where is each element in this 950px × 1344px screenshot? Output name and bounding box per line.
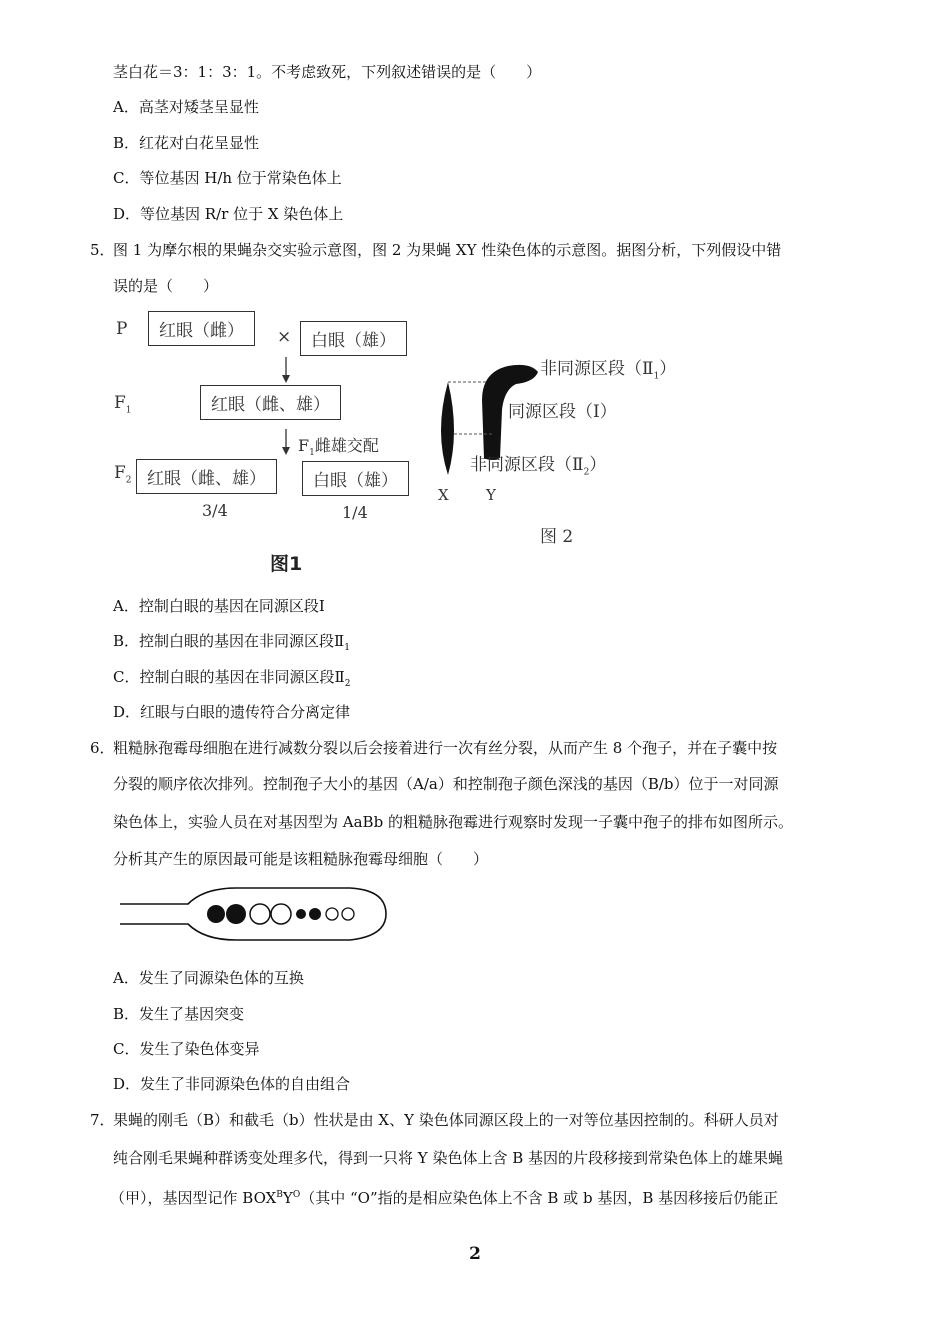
q6-option-c: C．发生了染色体变异	[113, 1040, 260, 1058]
q6-option-d: D．发生了非同源染色体的自由组合	[113, 1075, 351, 1093]
fig2-label-ii2: 非同源区段$(Ⅱ_2)$	[470, 455, 607, 478]
q6-stem-line2: 分裂的顺序依次排列。控制孢子大小的基因（A/a）和控制孢子颜色深浅的基因（B/b）位于一对同源	[113, 775, 779, 793]
fig2-x-label: X	[438, 486, 449, 504]
q5-number: 5．	[90, 241, 115, 259]
q5-option-a: A．控制白眼的基因在同源区段Ⅰ	[113, 597, 325, 615]
q5-stem-line1: 5．图 1 为摩尔根的果蝇杂交实验示意图，图 2 为果蝇 XY 性染色体的示意图。据图分析，下列假设中错	[90, 241, 782, 259]
fig1-f1-label: $F_1$	[114, 393, 132, 416]
fig1-f2-white-box: 白眼（雄）	[302, 461, 409, 496]
fig1-p-male-box: 白眼（雄）	[300, 321, 407, 356]
fig2-label-i: 同源区段（Ⅰ）	[508, 402, 617, 422]
q4-stem-tail: 茎白花＝3：1：3：1。不考虑致死，下列叙述错误的是（ ）	[113, 63, 542, 81]
q6-stem-line4: 分析其产生的原因最可能是该粗糙脉孢霉母细胞（ ）	[113, 850, 489, 868]
fig2-y-label: Y	[486, 486, 496, 504]
fig1-p-female-box: 红眼（雌）	[148, 311, 255, 346]
fig1-cross-symbol: ×	[277, 327, 292, 347]
fig1-f1-cross-text: $F_1$雌雄交配	[298, 436, 379, 459]
fig1-caption: 图1	[270, 553, 303, 575]
q5-option-d: D．红眼与白眼的遗传符合分离定律	[113, 703, 351, 721]
q4-option-c: C．等位基因 H/h 位于常染色体上	[113, 169, 342, 187]
q6-stem-line1: 6．粗糙脉孢霉母细胞在进行减数分裂以后会接着进行一次有丝分裂，从而产生 8 个孢子，并在子囊中按	[90, 739, 778, 757]
ascus-spore-diagram	[118, 884, 393, 944]
fig1-ratio-left: 3/4	[202, 501, 228, 520]
q4-option-d: D．等位基因 R/r 位于 X 染色体上	[113, 205, 344, 223]
q5-stem-line2: 误的是（ ）	[113, 277, 219, 295]
fig1-ratio-right: 1/4	[342, 503, 368, 522]
q5-option-c: C．控制白眼的基因在非同源区段$Ⅱ_2$	[113, 668, 351, 689]
fig1-f1-box: 红眼（雌、雄）	[200, 385, 341, 420]
fig1-f2-red-box: 红眼（雌、雄）	[136, 459, 277, 494]
q4-option-a: A．高茎对矮茎呈显性	[113, 98, 259, 116]
q4-option-b: B．红花对白花呈显性	[113, 134, 260, 152]
fig1-arrows	[110, 305, 430, 585]
q7-stem-line1: 7．果蝇的刚毛（B）和截毛（b）性状是由 X、Y 染色体同源区段上的一对等位基因控制的。科研人员对	[90, 1111, 779, 1129]
fig2-xy-chromosome-diagram	[430, 340, 720, 550]
fig1-cross-diagram	[110, 305, 430, 585]
q6-option-b: B．发生了基因突变	[113, 1005, 245, 1023]
fig1-p-label: P	[116, 319, 128, 339]
q6-stem-line3: 染色体上，实验人员在对基因型为 AaBb 的粗糙脉孢霉进行观察时发现一子囊中孢子的排布如图所示。	[113, 813, 793, 831]
q6-number: 6．	[90, 739, 115, 757]
q7-stem-line2: 纯合刚毛果蝇种群诱变处理多代，得到一只将 Y 染色体上含 B 基因的片段移接到常染色体上的雄果蝇	[113, 1149, 784, 1167]
fig1-f2-label: $F_2$	[114, 463, 132, 486]
page-number: 2	[469, 1244, 481, 1264]
q5-option-b: B．控制白眼的基因在非同源区段$Ⅱ_1$	[113, 632, 350, 653]
q7-number: 7．	[90, 1111, 115, 1129]
q6-option-a: A．发生了同源染色体的互换	[113, 969, 304, 987]
fig2-caption: 图 2	[540, 527, 574, 547]
q7-stem-line3: （甲），基因型记作 $BOX^BY^O$（其中 “O”指的是相应染色体上不含 B 或 b 基因，B 基因移接后仍能正	[110, 1189, 779, 1207]
fig2-label-ii1: 非同源区段$(Ⅱ_1)$	[540, 359, 677, 382]
